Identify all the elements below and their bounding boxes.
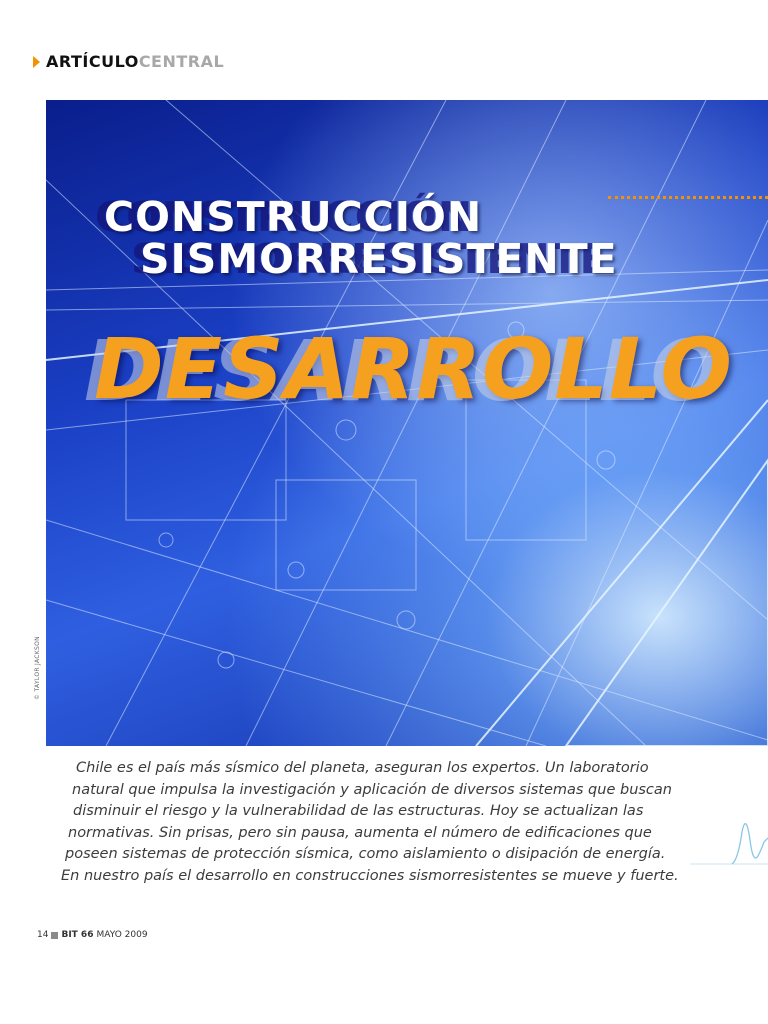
square-icon [51, 932, 58, 939]
headline [104, 193, 618, 283]
dotted-divider [608, 196, 768, 199]
lead-paragraph [0, 758, 700, 887]
section-title: ARTÍCULO [46, 52, 139, 71]
headline-line1: CONSTRUCCIÓN [104, 193, 483, 241]
seismograph-icon [690, 812, 768, 872]
magazine-name: BIT 66 [61, 930, 94, 940]
lead-line: Chile es el país más sísmico del planeta, aseguran los expertos. Un laboratorio [76, 760, 649, 776]
lead-line: normativas. Sin prisas, pero sin pausa, aumenta el número de edificaciones que [68, 824, 652, 841]
issue-date: MAYO 2009 [96, 930, 148, 940]
page-footer [37, 930, 148, 940]
lead-line: natural que impulsa la investigación y aplicación de diversos sistemas que buscan [72, 781, 672, 798]
lead-line: poseen sistemas de protección sísmica, como aislamiento o disipación de energía. [65, 846, 666, 862]
highlight-word: DESARROLLO [94, 320, 733, 418]
photo-credit: © TAYLOR JACKSON [34, 636, 41, 700]
lead-line: disminuir el riesgo y la vulnerabilidad de las estructuras. Hoy se actualizan las [73, 803, 644, 819]
lead-line: En nuestro país el desarrollo en construcciones sismorresistentes se mueve y fuerte. [61, 867, 679, 884]
section-subtitle: CENTRAL [138, 52, 225, 71]
hero-image [46, 100, 768, 746]
page-number: 14 [37, 930, 49, 940]
headline-line2: SISMORRESISTENTE [140, 235, 618, 283]
section-header [33, 52, 224, 71]
arrow-icon [33, 56, 40, 68]
